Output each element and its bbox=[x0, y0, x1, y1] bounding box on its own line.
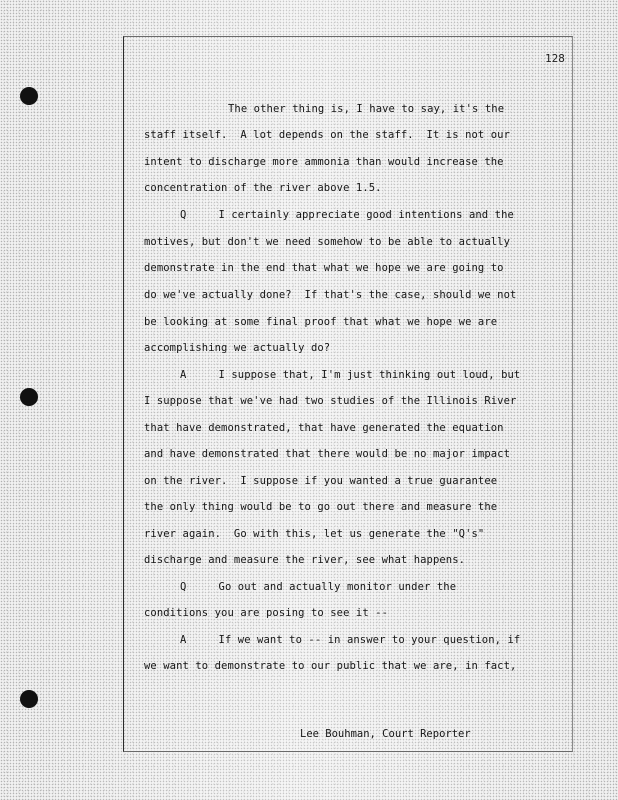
transcript-line: Q I certainly appreciate good intentions and the bbox=[180, 209, 514, 221]
transcript-line: we want to demonstrate to our public that we are, in fact, bbox=[144, 660, 517, 672]
transcript-line: The other thing is, I have to say, it's the bbox=[228, 103, 505, 115]
court-reporter-footer: Lee Bouhman, Court Reporter bbox=[300, 728, 471, 740]
transcript-line: demonstrate in the end that what we hope we are going to bbox=[144, 262, 504, 274]
transcript-line: on the river. I suppose if you wanted a true guarantee bbox=[144, 475, 498, 487]
binder-hole bbox=[20, 690, 38, 708]
transcript-line: and have demonstrated that there would be no major impact bbox=[144, 448, 511, 460]
transcript-line: concentration of the river above 1.5. bbox=[144, 182, 382, 194]
transcript-line: A I suppose that, I'm just thinking out loud, but bbox=[180, 369, 521, 381]
transcript-line: intent to discharge more ammonia than would increase the bbox=[144, 156, 504, 168]
transcript-line: A If we want to -- in answer to your question, if bbox=[180, 634, 521, 646]
binder-hole bbox=[20, 388, 38, 406]
page-number: 128 bbox=[545, 52, 565, 65]
transcript-line: discharge and measure the river, see what happens. bbox=[144, 554, 466, 566]
transcript-line: motives, but don't we need somehow to be able to actually bbox=[144, 236, 511, 248]
transcript-line: do we've actually done? If that's the case, should we not bbox=[144, 289, 517, 301]
binder-hole bbox=[20, 87, 38, 105]
transcript-line: river again. Go with this, let us generate the "Q's" bbox=[144, 528, 485, 540]
transcript-line: accomplishing we actually do? bbox=[144, 342, 331, 354]
transcript-line: the only thing would be to go out there and measure the bbox=[144, 501, 498, 513]
transcript-line: I suppose that we've had two studies of the Illinois River bbox=[144, 395, 517, 407]
transcript-line: be looking at some final proof that what we hope we are bbox=[144, 316, 498, 328]
transcript-line: that have demonstrated, that have generated the equation bbox=[144, 422, 504, 434]
transcript-line: conditions you are posing to see it -- bbox=[144, 607, 389, 619]
transcript-line: Q Go out and actually monitor under the bbox=[180, 581, 457, 593]
transcript-line: staff itself. A lot depends on the staff. It is not our bbox=[144, 129, 511, 141]
